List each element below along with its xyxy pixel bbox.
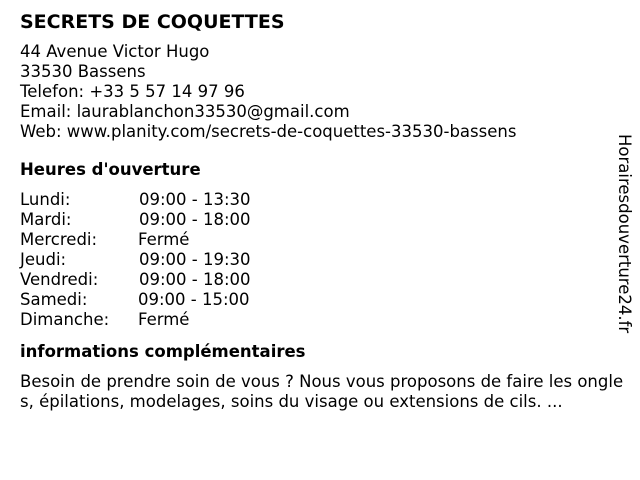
- email-address: Email: laurablanchon33530@gmail.com: [20, 102, 350, 121]
- hours-value: 09:00 - 15:00: [138, 290, 250, 309]
- additional-info-text: Besoin de prendre soin de vous ? Nous vous proposons de faire les ongles, épilations, modelages, soins du visage ou extensions de cils. ...: [20, 372, 624, 411]
- hours-value: Fermé: [138, 230, 190, 249]
- day-label: Vendredi:: [20, 270, 99, 289]
- hours-row-jeudi: [20, 250, 620, 270]
- hours-value: 09:00 - 19:30: [139, 250, 251, 269]
- day-label: Mercredi:: [20, 230, 98, 249]
- day-label: Samedi:: [20, 290, 88, 309]
- opening-hours-table: [20, 190, 620, 330]
- hours-row-lundi: [20, 190, 620, 210]
- website-address: Web: www.planity.com/secrets-de-coquettes-33530-bassens: [20, 122, 517, 141]
- address-street: 44 Avenue Victor Hugo: [20, 42, 210, 61]
- hours-row-mardi: [20, 210, 620, 230]
- hours-row-dimanche: [20, 310, 620, 330]
- hours-value: 09:00 - 13:30: [139, 190, 251, 209]
- hours-value: 09:00 - 18:00: [139, 210, 251, 229]
- day-label: Lundi:: [20, 190, 71, 209]
- business-card: [20, 10, 624, 412]
- site-watermark: [602, 134, 638, 346]
- phone-number: Telefon: +33 5 57 14 97 96: [20, 82, 245, 101]
- day-label: Dimanche:: [20, 310, 110, 329]
- hours-value: Fermé: [138, 310, 190, 329]
- opening-hours-heading: Heures d'ouverture: [20, 160, 201, 179]
- additional-info-heading: informations complémentaires: [20, 342, 306, 361]
- hours-row-samedi: [20, 290, 620, 310]
- address-city: 33530 Bassens: [20, 62, 146, 81]
- hours-row-mercredi: [20, 230, 620, 250]
- watermark-text: Horairesdouverture24.fr: [615, 134, 634, 334]
- day-label: Jeudi:: [20, 250, 67, 269]
- hours-row-vendredi: [20, 270, 620, 290]
- hours-value: 09:00 - 18:00: [139, 270, 251, 289]
- business-name: SECRETS DE COQUETTES: [20, 11, 285, 33]
- day-label: Mardi:: [20, 210, 72, 229]
